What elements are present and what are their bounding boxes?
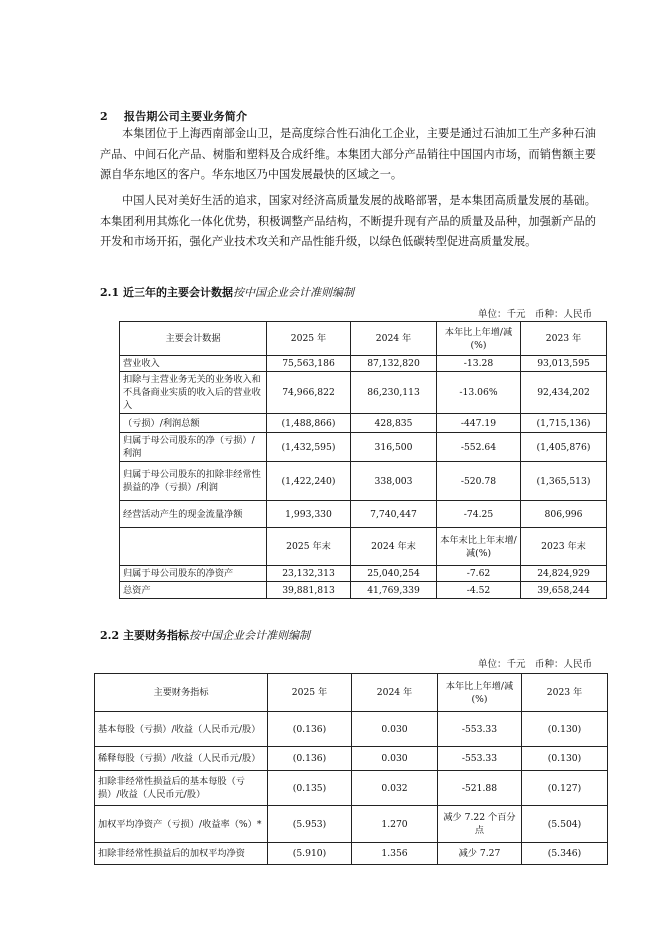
header-cell: 主要财务指标 bbox=[95, 674, 268, 712]
cell-value: (0.130) bbox=[522, 747, 608, 771]
cell-value: (1,405,876) bbox=[521, 433, 607, 462]
table-header-row bbox=[95, 674, 608, 712]
header-cell bbox=[120, 528, 267, 566]
table1-unit: 单位：千元 币种：人民币 bbox=[477, 309, 592, 320]
cell-value: 0.030 bbox=[352, 712, 438, 747]
cell-value: (1,715,136) bbox=[521, 414, 607, 433]
cell-value: 24,824,929 bbox=[521, 566, 607, 582]
table-row bbox=[95, 843, 608, 865]
business-paragraph-1: 本集团位于上海西南部金山卫，是高度综合性石油化工企业，主要是通过石油加工生产多种石油产品、中间石化产品、树脂和塑料及合成纤维。本集团大部分产品销往中国国内市场，而销售额主要源自华东地区的客户。华东地区乃中国发展最快的区域之一。 bbox=[100, 127, 596, 181]
row-label: 营业收入 bbox=[120, 356, 267, 372]
cell-value: 41,769,339 bbox=[351, 582, 437, 599]
section-number: 2 bbox=[100, 110, 108, 123]
cell-value: -7.62 bbox=[437, 566, 521, 582]
row-label: 归属于母公司股东的净（亏损）/利润 bbox=[120, 433, 267, 462]
cell-value: (1,432,595) bbox=[267, 433, 351, 462]
cell-value: -520.78 bbox=[437, 462, 521, 501]
cell-value: 86,230,113 bbox=[351, 372, 437, 414]
cell-value: (0.136) bbox=[268, 712, 352, 747]
cell-value: 减少 7.27 bbox=[438, 843, 522, 865]
section-title bbox=[100, 108, 247, 124]
cell-value: (1,488,866) bbox=[267, 414, 351, 433]
header-cell: 本年末比上年末增/减(%) bbox=[437, 528, 521, 566]
business-paragraph-2: 中国人民对美好生活的追求，国家对经济高质量发展的战略部署，是本集团高质量发展的基础。本集团利用其炼化一体化优势，积极调整产品结构，不断提升现有产品的质量及品种，加强新产品的开发和市场开拓，强化产业技术攻关和产品性能升级，以绿色低碳转型促进高质量发展。 bbox=[100, 194, 596, 248]
cell-value: 25,040,254 bbox=[351, 566, 437, 582]
cell-value: 92,434,202 bbox=[521, 372, 607, 414]
row-label: 基本每股（亏损）/收益（人民币元/股） bbox=[95, 712, 268, 747]
table1-title-bold: 2.1 近三年的主要会计数据 bbox=[100, 286, 233, 299]
table2-title bbox=[100, 627, 310, 643]
header-cell: 2023 年末 bbox=[521, 528, 607, 566]
cell-value: -74.25 bbox=[437, 501, 521, 528]
cell-value: 0.032 bbox=[352, 771, 438, 806]
cell-value: (0.136) bbox=[268, 747, 352, 771]
cell-value: (5.504) bbox=[522, 806, 608, 843]
table-row bbox=[95, 712, 608, 747]
cell-value: 806,996 bbox=[521, 501, 607, 528]
cell-value: 1,993,330 bbox=[267, 501, 351, 528]
table1-title bbox=[100, 284, 354, 300]
header-cell: 主要会计数据 bbox=[120, 322, 267, 356]
cell-value: (0.130) bbox=[522, 712, 608, 747]
header-cell: 2025 年 bbox=[267, 322, 351, 356]
header-cell: 2025 年末 bbox=[267, 528, 351, 566]
cell-value: (5.910) bbox=[268, 843, 352, 865]
table1-title-italic: 按中国企业会计准则编制 bbox=[232, 286, 354, 299]
cell-value: (5.953) bbox=[268, 806, 352, 843]
cell-value: -521.88 bbox=[438, 771, 522, 806]
cell-value: 74,966,822 bbox=[267, 372, 351, 414]
section-heading: 报告期公司主要业务简介 bbox=[124, 110, 248, 123]
header-cell: 2023 年 bbox=[522, 674, 608, 712]
cell-value: (5.346) bbox=[522, 843, 608, 865]
table2-title-bold: 2.2 主要财务指标 bbox=[100, 629, 189, 642]
cell-value: 23,132,313 bbox=[267, 566, 351, 582]
cell-value: (1,422,240) bbox=[267, 462, 351, 501]
table-row bbox=[120, 433, 607, 462]
table-subheader-row bbox=[120, 528, 607, 566]
cell-value: -447.19 bbox=[437, 414, 521, 433]
row-label: 扣除与主营业务无关的业务收入和不具备商业实质的收入后的营业收入 bbox=[120, 372, 267, 414]
header-cell: 2024 年 bbox=[351, 322, 437, 356]
cell-value: 39,881,813 bbox=[267, 582, 351, 599]
table-row bbox=[120, 414, 607, 433]
table-row bbox=[120, 372, 607, 414]
cell-value: 93,013,595 bbox=[521, 356, 607, 372]
row-label: 经营活动产生的现金流量净额 bbox=[120, 501, 267, 528]
row-label: 扣除非经常性损益后的基本每股（亏损）/收益（人民币元/股） bbox=[95, 771, 268, 806]
cell-value: 减少 7.22 个百分点 bbox=[438, 806, 522, 843]
cell-value: (0.127) bbox=[522, 771, 608, 806]
cell-value: (0.135) bbox=[268, 771, 352, 806]
cell-value: 39,658,244 bbox=[521, 582, 607, 599]
row-label: 稀释每股（亏损）/收益（人民币元/股） bbox=[95, 747, 268, 771]
cell-value: -552.64 bbox=[437, 433, 521, 462]
row-label: 加权平均净资产（亏损）/收益率（%）* bbox=[95, 806, 268, 843]
cell-value: -553.33 bbox=[438, 712, 522, 747]
cell-value: 87,132,820 bbox=[351, 356, 437, 372]
header-cell: 本年比上年增/减(%) bbox=[437, 322, 521, 356]
row-label: 归属于母公司股东的净资产 bbox=[120, 566, 267, 582]
cell-value: 316,500 bbox=[351, 433, 437, 462]
table-row bbox=[120, 462, 607, 501]
cell-value: 1.270 bbox=[352, 806, 438, 843]
table2-title-italic: 按中国企业会计准则编制 bbox=[188, 629, 310, 642]
table-row bbox=[120, 501, 607, 528]
cell-value: 0.030 bbox=[352, 747, 438, 771]
cell-value: -4.52 bbox=[437, 582, 521, 599]
row-label: 扣除非经常性损益后的加权平均净资 bbox=[95, 843, 268, 865]
table-row bbox=[120, 356, 607, 372]
cell-value: (1,365,513) bbox=[521, 462, 607, 501]
row-label: 归属于母公司股东的扣除非经常性损益的净（亏损）/利润 bbox=[120, 462, 267, 501]
cell-value: -553.33 bbox=[438, 747, 522, 771]
header-cell: 2024 年末 bbox=[351, 528, 437, 566]
table2-unit: 单位：千元 币种：人民币 bbox=[477, 659, 592, 670]
table-row bbox=[95, 747, 608, 771]
cell-value: 338,003 bbox=[351, 462, 437, 501]
header-cell: 2025 年 bbox=[268, 674, 352, 712]
cell-value: 1.356 bbox=[352, 843, 438, 865]
accounting-data-table bbox=[119, 321, 607, 599]
table-row bbox=[95, 806, 608, 843]
header-cell: 2023 年 bbox=[521, 322, 607, 356]
row-label: 总资产 bbox=[120, 582, 267, 599]
cell-value: 428,835 bbox=[351, 414, 437, 433]
table-header-row bbox=[120, 322, 607, 356]
header-cell: 2024 年 bbox=[352, 674, 438, 712]
financial-indicators-table bbox=[94, 673, 608, 865]
table-row bbox=[95, 771, 608, 806]
cell-value: 7,740,447 bbox=[351, 501, 437, 528]
cell-value: -13.06% bbox=[437, 372, 521, 414]
cell-value: -13.28 bbox=[437, 356, 521, 372]
table-row bbox=[120, 566, 607, 582]
row-label: （亏损）/利润总额 bbox=[120, 414, 267, 433]
header-cell: 本年比上年增/减(%) bbox=[438, 674, 522, 712]
cell-value: 75,563,186 bbox=[267, 356, 351, 372]
table-row bbox=[120, 582, 607, 599]
